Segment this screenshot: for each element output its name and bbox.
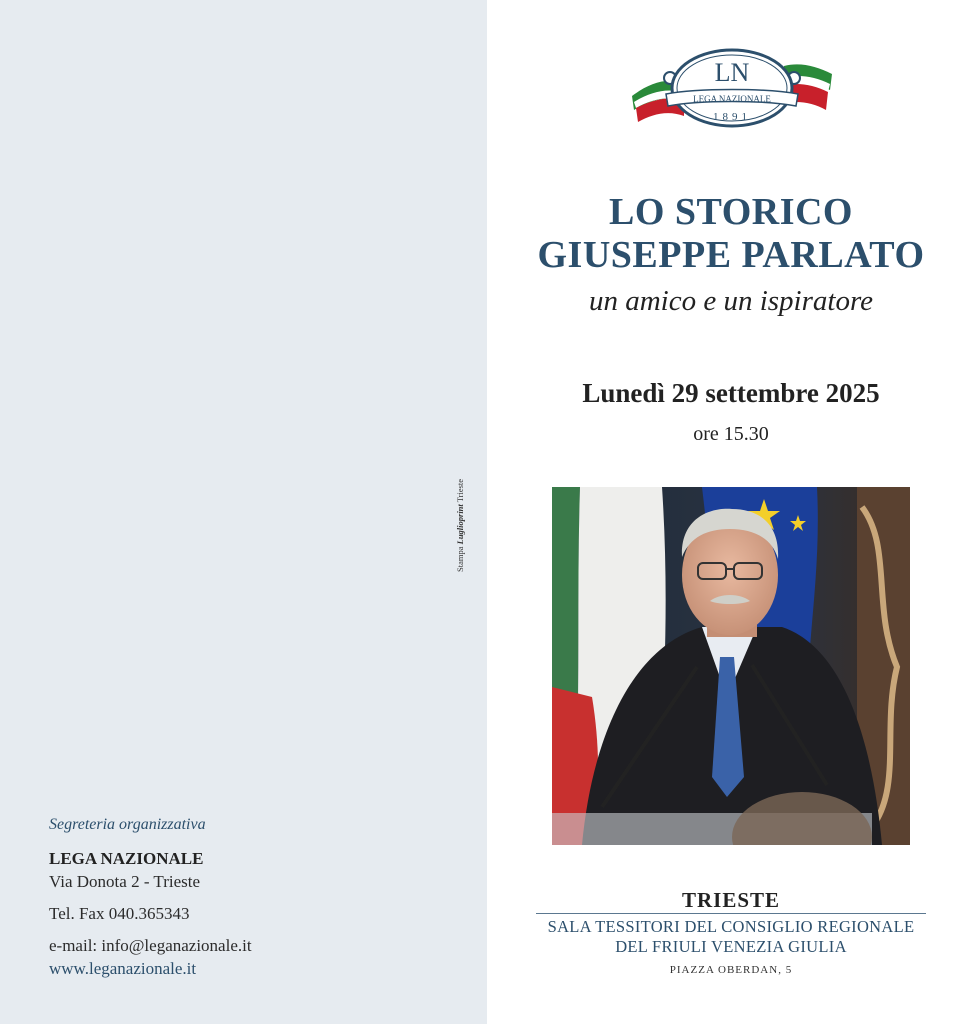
venue-line1: SALA TESSITORI DEL CONSIGLIO REGIONALE <box>547 917 915 936</box>
logo-monogram: LN <box>714 58 750 87</box>
speaker-photo <box>552 487 910 845</box>
back-cover-panel <box>0 0 487 1024</box>
event-time: ore 15.30 <box>693 423 769 445</box>
event-date: Lunedì 29 settembre 2025 <box>582 378 880 408</box>
event-title-line2: GIUSEPPE PARLATO <box>537 234 925 276</box>
contacts-heading: Segreteria organizzativa <box>49 816 206 833</box>
email-address[interactable]: e-mail: info@leganazionale.it <box>49 936 252 955</box>
website-link[interactable]: www.leganazionale.it <box>49 959 197 978</box>
org-address: Via Donota 2 - Trieste <box>49 872 201 891</box>
venue-divider <box>536 913 926 914</box>
venue-line2: DEL FRIULI VENEZIA GIULIA <box>615 937 847 956</box>
phone-fax: Tel. Fax 040.365343 <box>49 904 190 923</box>
logo-name: LEGA NAZIONALE <box>693 94 771 104</box>
venue-city: TRIESTE <box>681 888 781 912</box>
venue-address: PIAZZA OBERDAN, 5 <box>669 964 793 976</box>
org-name: LEGA NAZIONALE <box>49 849 204 868</box>
event-subtitle: un amico e un ispiratore <box>588 285 874 317</box>
lega-nazionale-logo <box>628 44 836 132</box>
event-title-line1: LO STORICO <box>609 191 853 233</box>
logo-year: 1891 <box>713 111 751 123</box>
print-credit: Stampa Luglioprint Trieste <box>455 478 465 572</box>
